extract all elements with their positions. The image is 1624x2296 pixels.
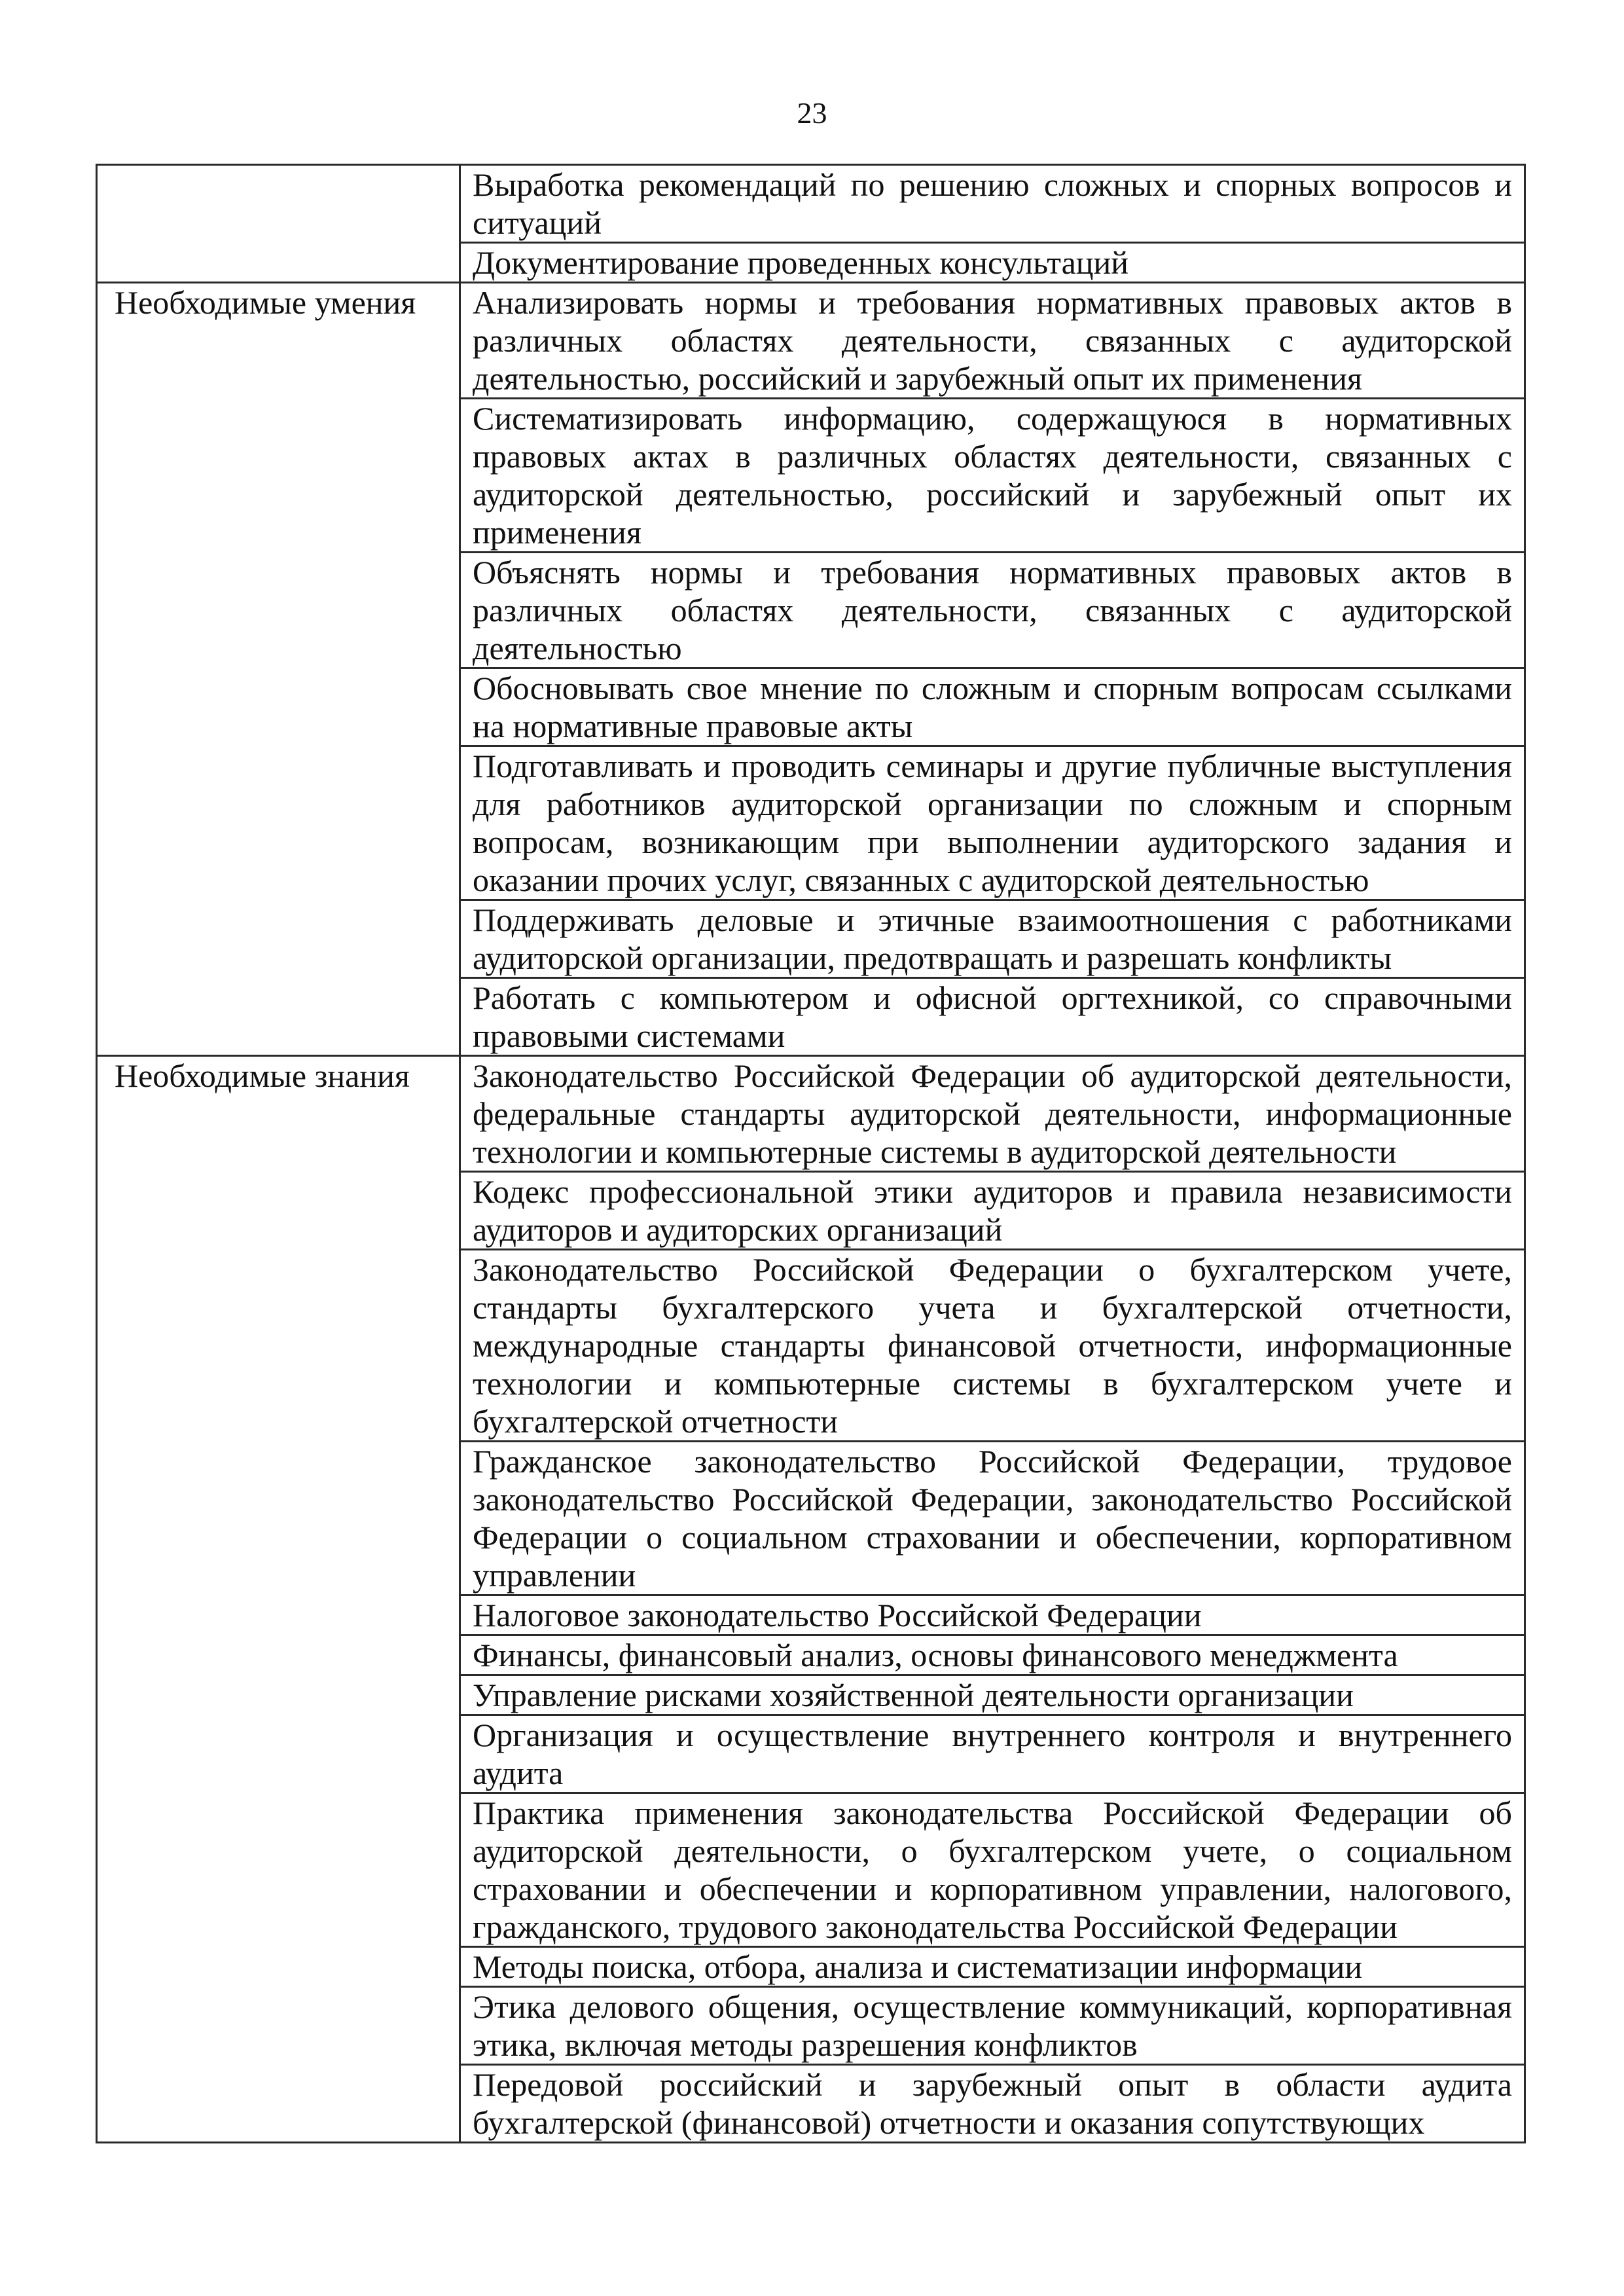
table-cell: Практика применения законодательства Российской Федерации об аудиторской деятельности, о бухгалтерском учете, о социальном страховании и обеспечении и корпоративном управлении, налогового, гражданского, трудового законодательства Российской Федерации (460, 1793, 1525, 1947)
table-cell: Анализировать нормы и требования нормативных правовых актов в различных областях деятельности, связанных с аудиторской деятельностью, российский и зарубежный опыт их применения (460, 283, 1525, 399)
table-cell: Поддерживать деловые и этичные взаимоотношения с работниками аудиторской организации, предотвращать и разрешать конфликты (460, 900, 1525, 978)
table-cell: Кодекс профессиональной этики аудиторов и правила независимости аудиторов и аудиторских организаций (460, 1172, 1525, 1250)
table-cell: Управление рисками хозяйственной деятельности организации (460, 1675, 1525, 1715)
table-cell: Организация и осуществление внутреннего контроля и внутреннего аудита (460, 1715, 1525, 1793)
competency-table (96, 164, 1526, 2143)
table-cell: Объяснять нормы и требования нормативных правовых актов в различных областях деятельности, связанных с аудиторской деятельностью (460, 553, 1525, 668)
table-cell: Законодательство Российской Федерации о бухгалтерском учете, стандарты бухгалтерского учета и бухгалтерской отчетности, международные стандарты финансовой отчетности, информационные технологии и компьютерные системы в бухгалтерском учете и бухгалтерской отчетности (460, 1250, 1525, 1442)
table-cell: Работать с компьютером и офисной оргтехникой, со справочными правовыми системами (460, 978, 1525, 1056)
table-cell: Гражданское законодательство Российской Федерации, трудовое законодательство Российской Федерации, законодательство Российской Федерации о социальном страховании и обеспечении, корпоративном управлении (460, 1442, 1525, 1595)
table-row (97, 283, 1525, 399)
table-row (97, 165, 1525, 243)
page-number: 23 (797, 96, 827, 130)
table-cell: Финансы, финансовый анализ, основы финансового менеджмента (460, 1635, 1525, 1675)
table-row (97, 1056, 1525, 1172)
table-cell: Налоговое законодательство Российской Федерации (460, 1595, 1525, 1635)
table-cell: Обосновывать свое мнение по сложным и спорным вопросам ссылками на нормативные правовые акты (460, 668, 1525, 746)
knowledge-label: Необходимые знания (97, 1056, 460, 2143)
table-cell: Выработка рекомендаций по решению сложных и спорных вопросов и ситуаций (460, 165, 1525, 243)
table-cell: Передовой российский и зарубежный опыт в области аудита бухгалтерской (финансовой) отчетности и оказания сопутствующих (460, 2065, 1525, 2143)
table-cell: Методы поиска, отбора, анализа и систематизации информации (460, 1947, 1525, 1987)
table-cell: Подготавливать и проводить семинары и другие публичные выступления для работников аудиторской организации по сложным и спорным вопросам, возникающим при выполнении аудиторского задания и оказании прочих услуг, связанных с аудиторской деятельностью (460, 746, 1525, 900)
table-cell: Систематизировать информацию, содержащуюся в нормативных правовых актах в различных областях деятельности, связанных с аудиторской деятельностью, российский и зарубежный опыт их применения (460, 399, 1525, 553)
empty-label-cell (97, 165, 460, 283)
table-cell: Этика делового общения, осуществление коммуникаций, корпоративная этика, включая методы разрешения конфликтов (460, 1987, 1525, 2065)
table-cell: Законодательство Российской Федерации об аудиторской деятельности, федеральные стандарты аудиторской деятельности, информационные технологии и компьютерные системы в аудиторской деятельности (460, 1056, 1525, 1172)
skills-label: Необходимые умения (97, 283, 460, 1056)
table-cell: Документирование проведенных консультаций (460, 243, 1525, 283)
